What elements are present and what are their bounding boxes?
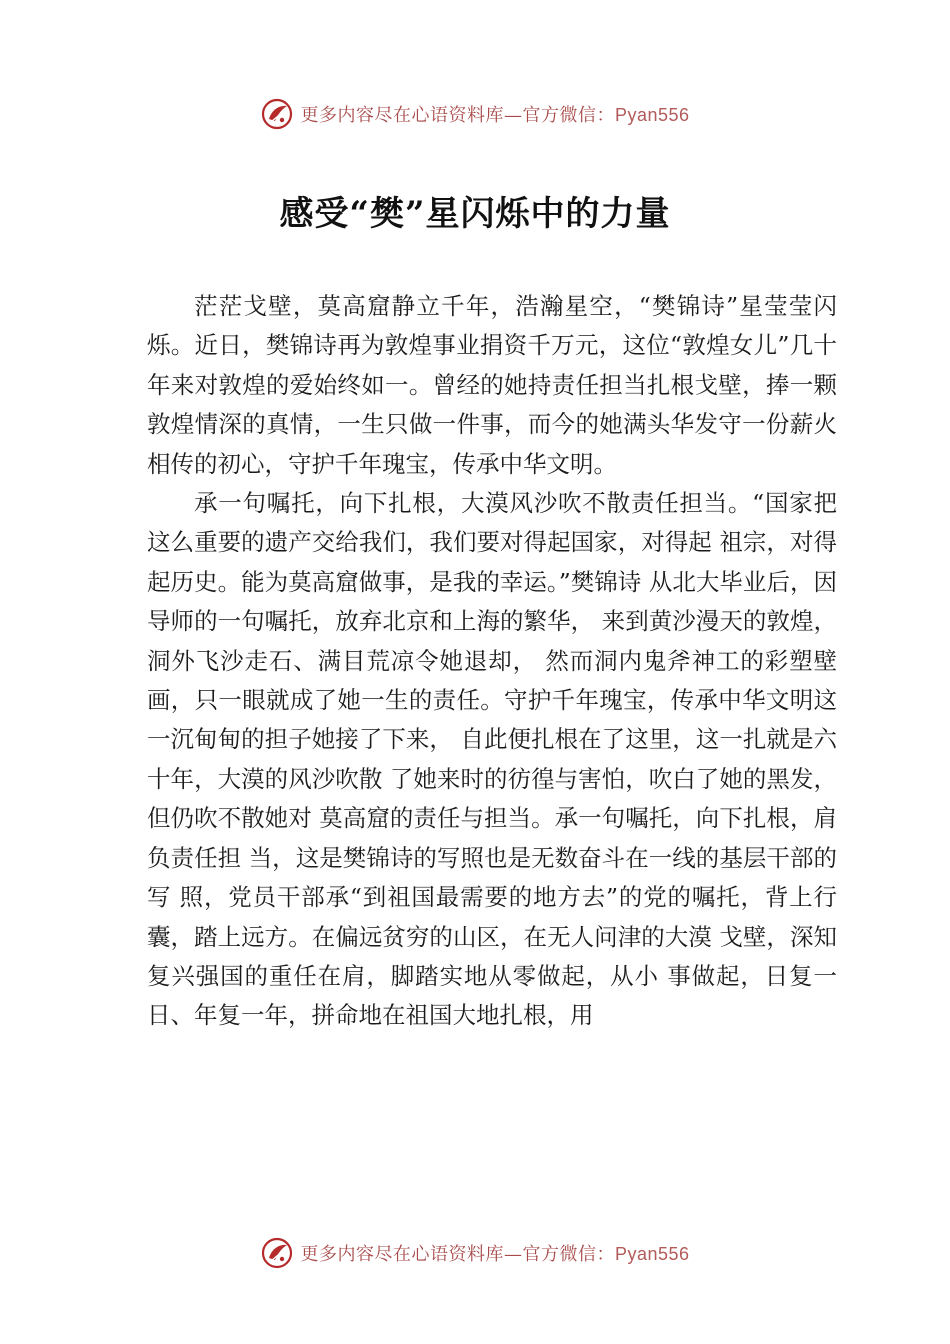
red-seal-logo-icon	[260, 1236, 294, 1270]
article-body	[147, 287, 837, 1036]
footer-wechat-id: Pyan556	[614, 1244, 690, 1264]
footer-banner-text: 更多内容尽在心语资料库—官方微信：Pyan556	[300, 1244, 690, 1265]
paragraph-1: 茫茫戈壁，莫高窟静立千年，浩瀚星空，“樊锦诗”星莹莹闪烁。近日，樊锦诗再为敦煌事业捐资千万元，这位“敦煌女儿”几十年来对敦煌的爱始终如一。曾经的她持责任担当扎根戈壁，捧一颗敦煌情深的真情，一生只做一件事，而今的她满头华发守一份薪火相传的初心，守护千年瑰宝，传承中华文明。	[147, 292, 837, 478]
header-banner-text: 更多内容尽在心语资料库—官方微信：Pyan556	[300, 105, 690, 126]
footer-banner	[0, 1233, 950, 1273]
red-seal-logo-icon	[260, 97, 294, 131]
paragraph-2: 承一句嘱托，向下扎根，大漠风沙吹不散责任担当。“国家把这么重要的遗产交给我们，我们要对得起国家，对得起 祖宗，对得起历史。能为莫高窟做事，是我的幸运。”樊锦诗 从北大毕业后，因导师的一句嘱托，放弃北京和上海的繁华， 来到黄沙漫天的敦煌，洞外飞沙走石、满目荒凉令她退却， 然而洞内鬼斧神工的彩塑壁画，只一眼就成了她一生的责任。守护千年瑰宝，传承中华文明这一沉甸甸的担子她接了下来， 自此便扎根在了这里，这一扎就是六十年，大漠的风沙吹散 了她来时的彷徨与害怕，吹白了她的黑发，但仍吹不散她对 莫高窟的责任与担当。承一句嘱托，向下扎根，肩负责任担 当，这是樊锦诗的写照也是无数奋斗在一线的基层干部的写 照，党员干部承“到祖国最需要的地方去”的党的嘱托，背上行囊，踏上远方。在偏远贫穷的山区，在无人问津的大漠 戈壁，深知复兴强国的重任在肩，脚踏实地从零做起，从小 事做起，日复一日、年复一年，拼命地在祖国大地扎根，用	[147, 489, 837, 1030]
header-banner	[0, 94, 950, 134]
page-title: 感受“樊”星闪烁中的力量	[279, 194, 671, 234]
header-wechat-id: Pyan556	[614, 105, 690, 125]
